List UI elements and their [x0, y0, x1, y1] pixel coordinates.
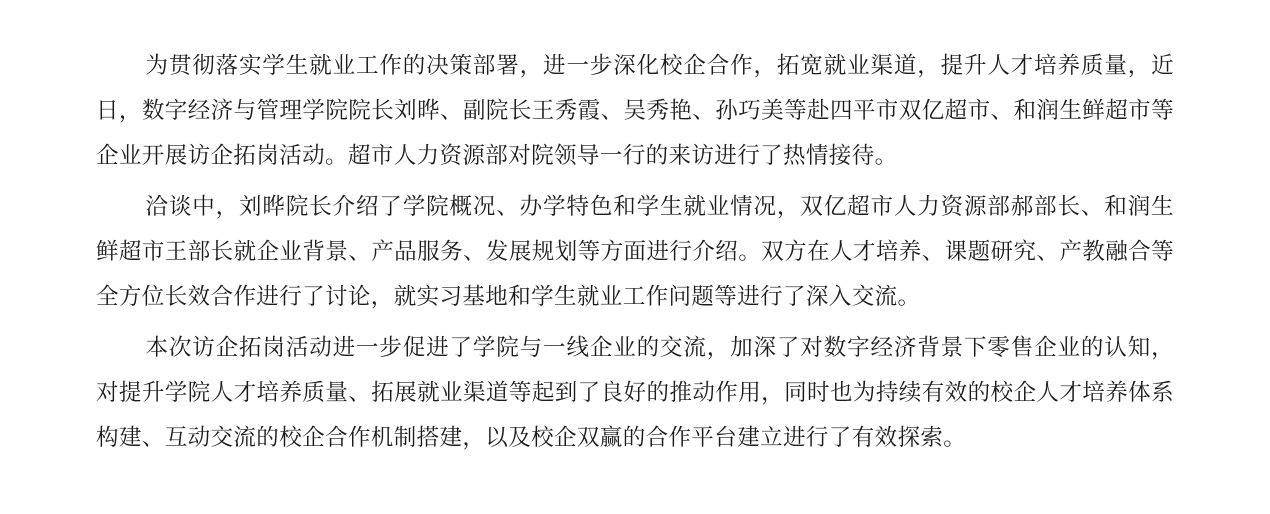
document-body	[96, 44, 1174, 461]
paragraph-3: 本次访企拓岗活动进一步促进了学院与一线企业的交流，加深了对数字经济背景下零售企业的认知，对提升学院人才培养质量、拓展就业渠道等起到了良好的推动作用，同时也为持续有效的校企人才培养体系构建、互动交流的校企合作机制搭建，以及校企双赢的合作平台建立进行了有效探索。	[96, 335, 1174, 451]
paragraph-2: 洽谈中，刘晔院长介绍了学院概况、办学特色和学生就业情况，双亿超市人力资源部郝部长、和润生鲜超市王部长就企业背景、产品服务、发展规划等方面进行介绍。双方在人才培养、课题研究、产教融合等全方位长效合作进行了讨论，就实习基地和学生就业工作问题等进行了深入交流。	[96, 194, 1174, 310]
paragraph-1: 为贯彻落实学生就业工作的决策部署，进一步深化校企合作，拓宽就业渠道，提升人才培养质量，近日，数字经济与管理学院院长刘晔、副院长王秀霞、吴秀艳、孙巧美等赴四平市双亿超市、和润生鲜超市等企业开展访企拓岗活动。超市人力资源部对院领导一行的来访进行了热情接待。	[96, 53, 1174, 169]
